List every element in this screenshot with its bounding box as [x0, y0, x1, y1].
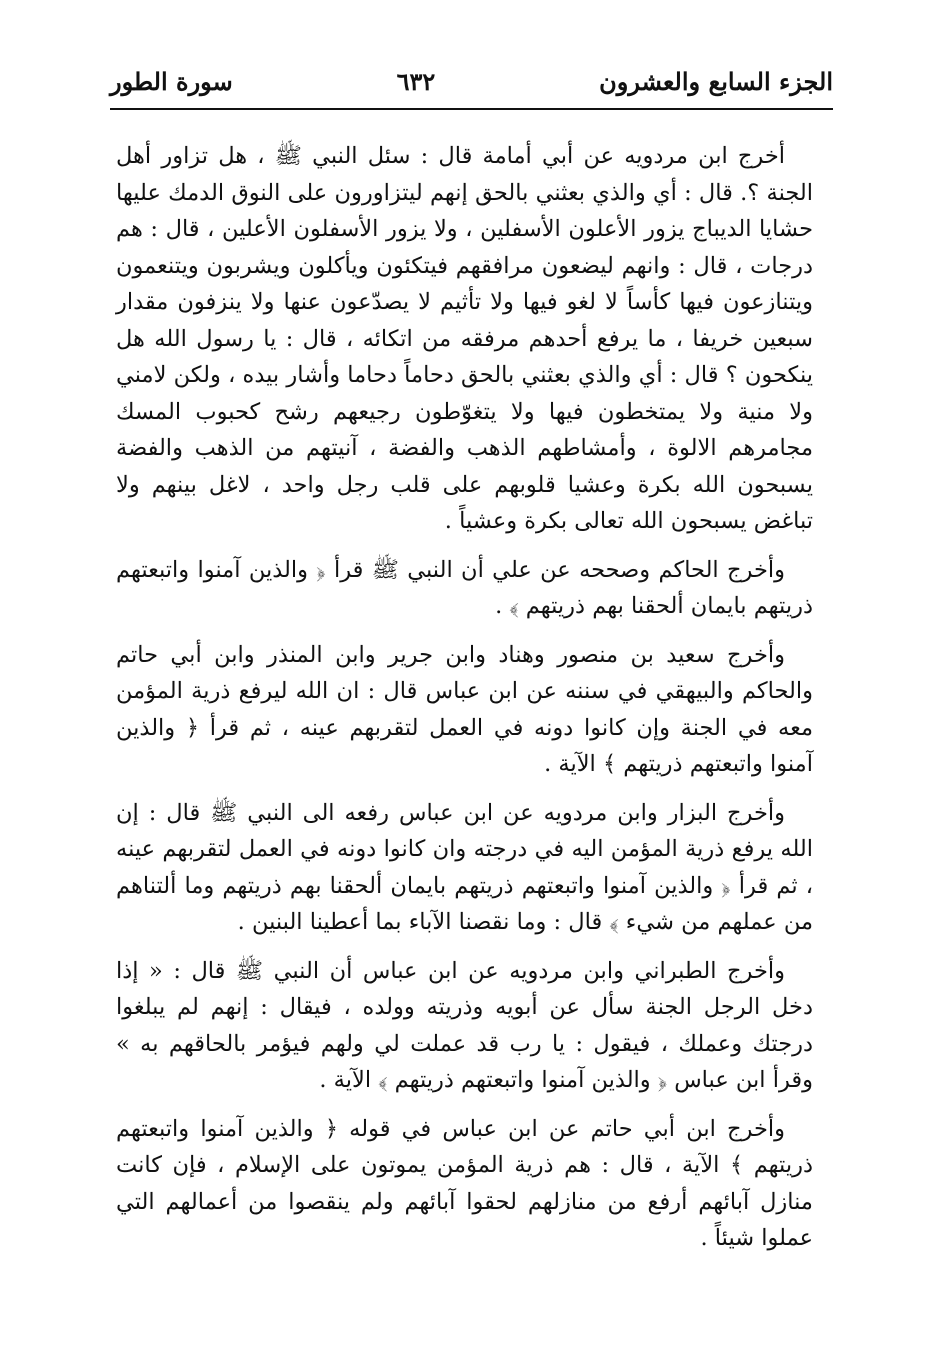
paragraph-4: وأخرج البزار وابن مردويه عن ابن عباس رفعه الى النبي ﷺ قال : إن الله يرفع ذرية المؤمن اليه في درجته وان كانوا دونه في العمل لتقربهم عينه ، ثم قرأ ﴿ والذين آمنوا واتبعتهم ذريتهم بايمان ألحقنا بهم ذريتهم وما ألتناهم من عملهم من شيء ﴾ قال : وما نقصنا الآباء بما أعطينا البنين . — [116, 799, 813, 935]
surah-title: سورة الطور — [110, 66, 233, 96]
paragraph-2: وأخرج الحاكم وصححه عن علي أن النبي ﷺ قرأ ﴿ والذين آمنوا واتبعتهم ذريتهم بايمان ألحقنا بهم ذريتهم ﴾ . — [116, 556, 813, 619]
paragraph-3: وأخرج سعيد بن منصور وهناد وابن جرير وابن المنذر وابن أبي حاتم والحاكم والبيهقي في سننه عن ابن عباس قال : ان الله ليرفع ذرية المؤمن معه في الجنة وإن كانوا دونه في العمل لتقربهم عينه ، ثم قرأ ﴿ والذين آمنوا واتبعتهم ذريتهم ﴾ الآية . — [116, 641, 813, 777]
part-title: الجزء السابع والعشرون — [599, 66, 833, 96]
page-number: ٦٣٢ — [396, 66, 436, 96]
header-rule — [110, 108, 833, 110]
paragraph-1: أخرج ابن مردويه عن أبي أمامة قال : سئل النبي ﷺ ، هل تزاور أهل الجنة ؟. قال : أي والذي بعثني بالحق إنهم ليتزاورون على النوق الدمك عليها حشايا الديباج يزور الأعلون الأسفلين ، ولا يزور الأسفلون الأعلين ، قال : هم درجات ، قال : وانهم ليضعون مرافقهم فيتكئون ويأكلون ويشربون ويتنعمون ويتنازعون فيها كأساً لا لغو فيها ولا تأثيم لا يصدّعون عنها ولا ينزفون مقدار سبعين خريفا ، ما يرفع أحدهم مرفقه من اتكائه ، قال : يا رسول الله هل ينكحون ؟ قال : أي والذي بعثني بالحق دحاماً دحاما وأشار بيده ، ولكن لامني ولا منية ولا يمتخطون فيها ولا يتغوّطون رجيعهم رشح كحبوب المسك مجامرهم الالوة ، وأمشاطهم الذهب والفضة ، آنيتهم من الذهب والفضة يسبحون الله بكرة وعشيا قلوبهم على قلب رجل واحد ، لاغل بينهم ولا تباغض يسبحون الله تعالى بكرة وعشياً . — [116, 143, 813, 534]
body-text — [116, 138, 813, 1269]
running-header — [110, 58, 833, 104]
paragraph-5: وأخرج الطبراني وابن مردويه عن ابن عباس أن النبي ﷺ قال : « إذا دخل الرجل الجنة سأل عن أبويه وذريته وولده ، فيقال : إنهم لم يبلغوا درجتك وعملك ، فيقول : يا رب قد عملت لي ولهم فيؤمر بالحاقهم به » وقرأ ابن عباس ﴿ والذين آمنوا واتبعتهم ذريتهم ﴾ الآية . — [116, 957, 813, 1093]
paragraph-6: وأخرج ابن أبي حاتم عن ابن عباس في قوله ﴿ والذين آمنوا واتبعتهم ذريتهم ﴾ الآية ، قال : هم ذرية المؤمن يموتون على الإسلام ، فإن كانت منازل آبائهم أرفع من منازلهم لحقوا آبائهم ولم ينقصوا من أعمالهم التي عملوا شيئاً . — [116, 1115, 813, 1251]
